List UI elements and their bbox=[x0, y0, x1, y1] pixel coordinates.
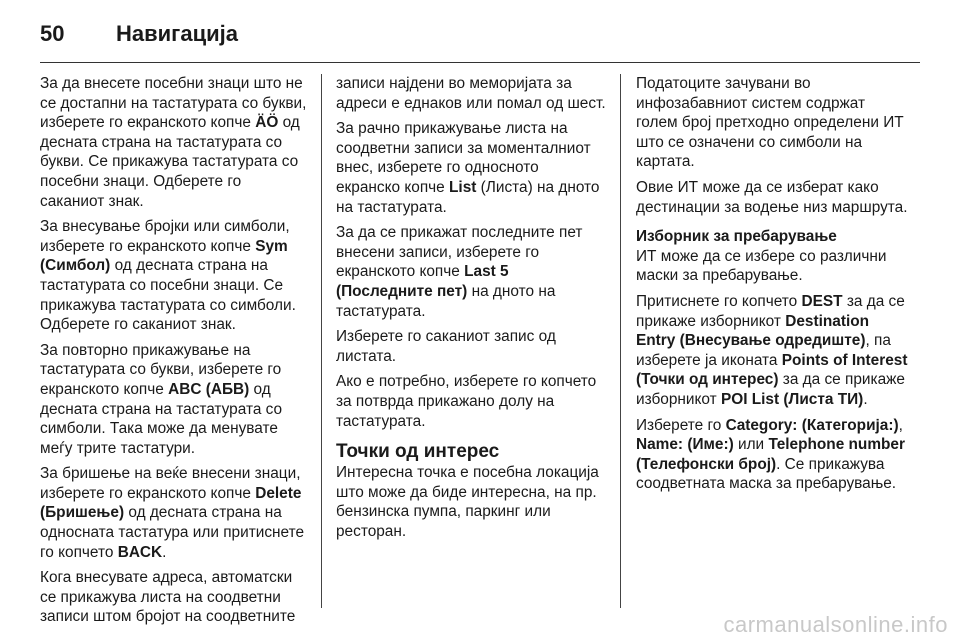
button-label: BACK bbox=[117, 543, 163, 561]
paragraph: За да внесете посебни знаци што не се достапни на тастатурата со букви, изберете го екранското копче ÄÖ од десната страна на тастатурата со букви. Се прикажува тастатурата со посебни знаци. Одберете го саканиот знак. bbox=[40, 75, 307, 210]
button-label: ÄÖ bbox=[255, 114, 279, 132]
paragraph: ИТ може да се избере со различни маски за пребарување. bbox=[636, 247, 887, 285]
paragraph: Овие ИТ може да се изберат како дестинации за водење низ маршрута. bbox=[636, 178, 908, 216]
column-divider-1 bbox=[321, 74, 322, 608]
button-label: Last 5 (Последните пет) bbox=[336, 263, 509, 300]
button-label: Delete (Бришење) bbox=[40, 484, 302, 522]
page-header bbox=[40, 14, 238, 54]
paragraph: За да се прикажат последните пет внесени записи, изберете го екранското копче Last 5 (Последните пет) на дното на тастатурата. bbox=[336, 224, 583, 320]
icon-label: Points of Interest (Точки од интерес) bbox=[636, 351, 908, 389]
column-3 bbox=[636, 74, 908, 500]
column-divider-2 bbox=[620, 74, 621, 608]
section-heading: Точки од интерес bbox=[336, 441, 500, 463]
page-title: Навигација bbox=[116, 21, 238, 46]
paragraph: Ако е потребно, изберете го копчето за потврда прикажано долу на тастатурата. bbox=[336, 373, 597, 430]
paragraph: За внесување бројки или симболи, изберете го екранското копче Sym (Симбол) од десната страна на тастатурата со посебни знаци. Се прикажува тастатурата со симболи. Одберете го саканиот знак. bbox=[40, 218, 296, 334]
option-label: Telephone number (Телефонски број) bbox=[636, 436, 905, 473]
paragraph: Интересна точка е посебна локација што може да биде интересна, на пр. бензинска пумпа, паркинг или ресторан. bbox=[336, 464, 599, 540]
paragraph: За бришење на веќе внесени знаци, изберете го екранското копче Delete (Бришење) од десната страна на односната тастатура или притиснете го копчето BACK. bbox=[40, 465, 305, 561]
column-1 bbox=[40, 74, 308, 633]
menu-label: Destination Entry (Внесување одредиште) bbox=[636, 312, 870, 350]
paragraph: За рачно прикажување листа на соодветни записи за моменталниот внес, изберете го односното екранско копче List (Листа) на дното на тастатурата. bbox=[336, 120, 600, 216]
paragraph: Изберете го Category: (Категорија:), Name: (Име:) или Telephone number (Телефонски број). Се прикажува соодветната маска за пребарување. bbox=[636, 416, 905, 493]
paragraph: Кога внесувате адреса, автоматски се прикажува листа на соодветни записи штом бројот на соодветните bbox=[40, 569, 296, 626]
page-number: 50 bbox=[40, 21, 65, 46]
button-label: DEST bbox=[801, 292, 843, 310]
paragraph: записи најдени во меморијата за адреси е еднаков или помал од шест. bbox=[336, 75, 606, 112]
button-label: List bbox=[449, 178, 477, 196]
button-label: Sym (Симбол) bbox=[40, 237, 288, 275]
subsection-heading: Изборник за пребарување bbox=[636, 228, 837, 246]
watermark: carmanualsonline.info bbox=[723, 612, 948, 637]
column-2 bbox=[336, 74, 606, 547]
option-label: Category: (Категорија:) bbox=[725, 416, 899, 434]
paragraph: За повторно прикажување на тастатурата со букви, изберете го екранското копче ABC (АБВ) од десната страна на тастатурата со симболи. Така може да менувате меѓу трите тастатури. bbox=[40, 341, 283, 457]
paragraph: Изберете го саканиот запис од листата. bbox=[336, 328, 556, 365]
header-divider bbox=[40, 62, 920, 63]
paragraph: Притиснете го копчето DEST за да се прикаже изборникот Destination Entry (Внесување одредиште), па изберете ја иконата Points of Interest (Точки од интерес) за да се прикаже изборникот POI List (Листа ТИ). bbox=[636, 292, 908, 408]
option-label: Name: (Име:) bbox=[636, 436, 734, 454]
button-label: ABC (АБВ) bbox=[168, 380, 250, 398]
paragraph: Податоците зачувани во инфозабавниот систем содржат голем број претходно определени ИТ што се означени со симболи на картата. bbox=[636, 75, 904, 171]
menu-label: POI List (Листа ТИ) bbox=[720, 390, 864, 408]
